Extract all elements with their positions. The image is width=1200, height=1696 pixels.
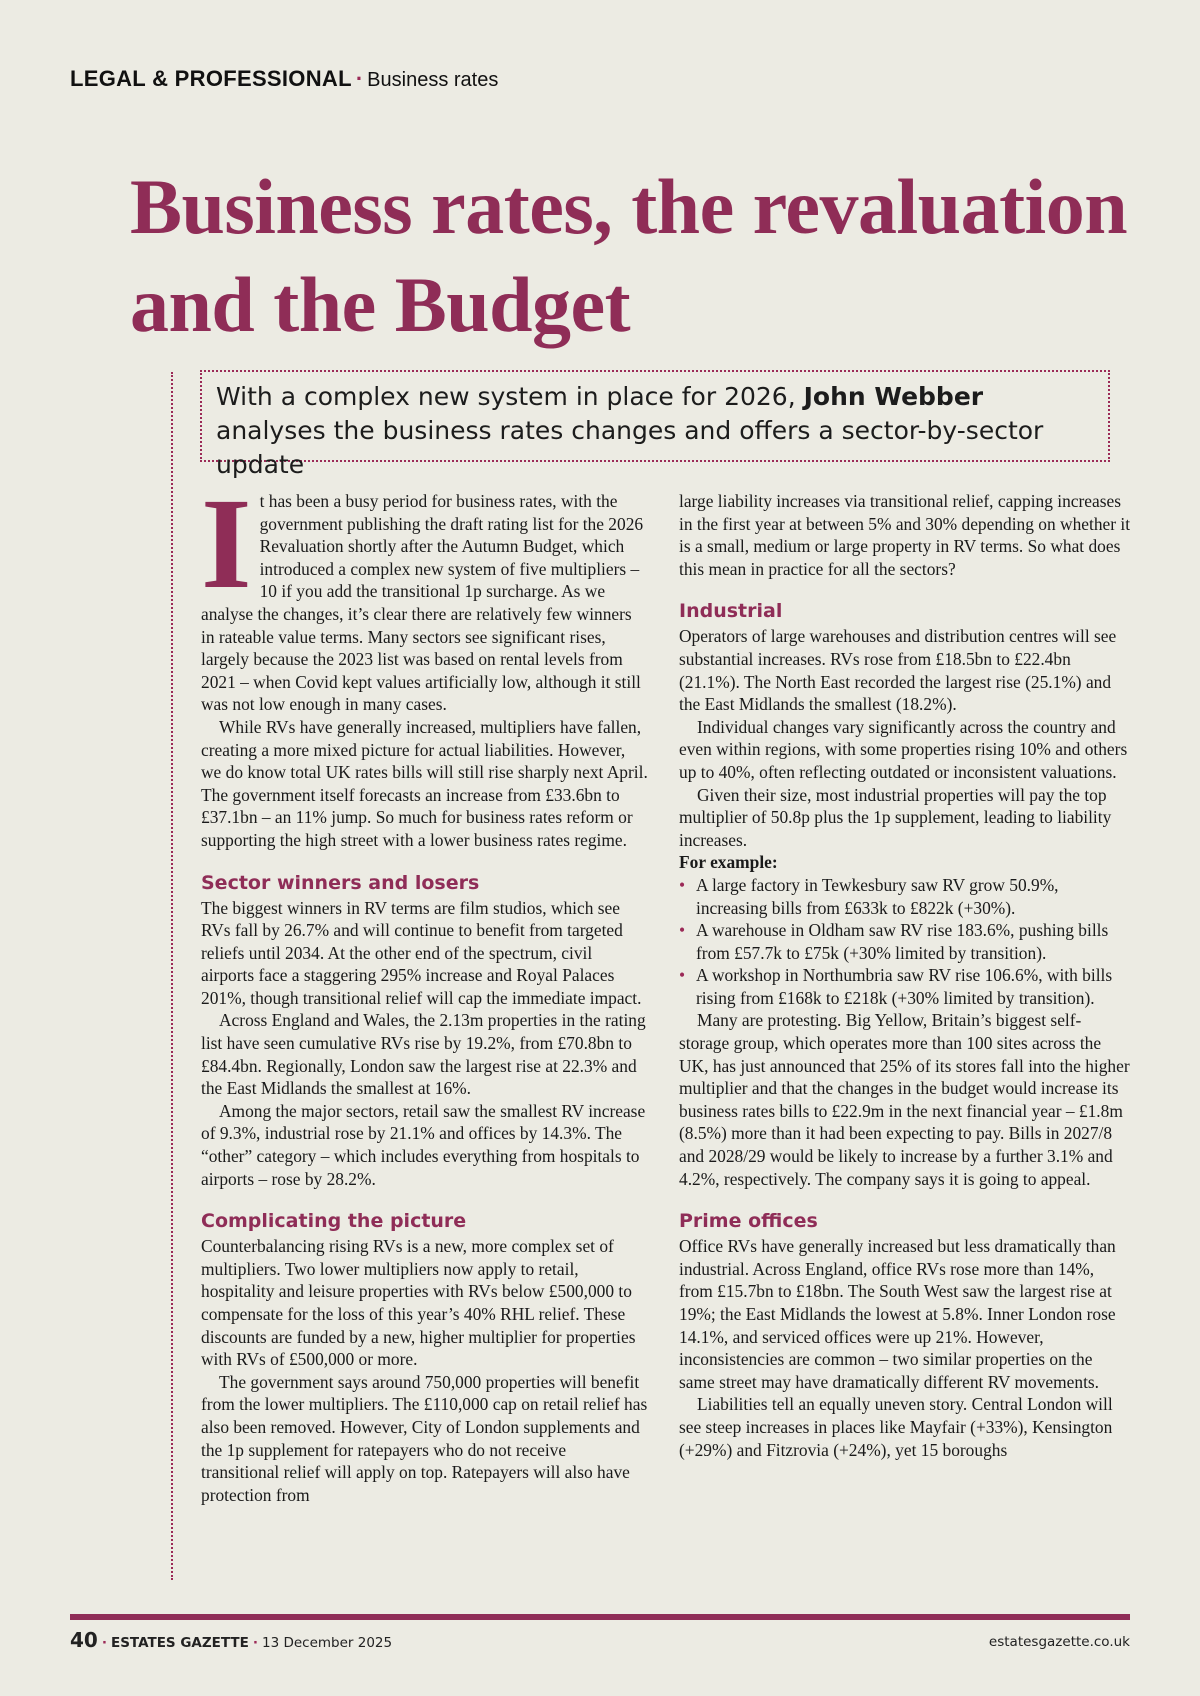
example-label: For example: — [679, 852, 778, 873]
list-item: • A workshop in Northumbria saw RV rise 106.6%, with bills rising from £168k to £218k (+30% limited by transition). — [679, 965, 1113, 1008]
paragraph: Office RVs have generally increased but less dramatically than industrial. Across England, office RVs rose more than 14%, from £15.7bn to £18bn. The South West saw the largest rise at 19%; the East Midlands the lowest at 5.8%. Inner London rose 14.1%, and serviced offices were up 21%. However, inconsistencies are common – two similar properties on the same street may have dramatically different RV movements. — [679, 1236, 1116, 1392]
paragraph: Many are protesting. Big Yellow, Britain’s biggest self-storage group, which operates more than 100 sites across the UK, has just announced that 25% of its stores fall into the higher multiplier and that the changes in the budget would increase its business rates bills to £22.9m in the next financial year – £1.8m (8.5%) more than it had been expecting to pay. Bills in 2027/8 and 2028/29 would be likely to increase by a further 3.1% and 4.2%, respectively. The company says it is going to appeal. — [679, 1010, 1130, 1189]
section-name: LEGAL & PROFESSIONAL — [70, 66, 352, 91]
section-header: LEGAL & PROFESSIONAL · Business rates — [70, 66, 499, 91]
footer-rule — [70, 1614, 1130, 1620]
list-item: • A large factory in Tewkesbury saw RV grow 50.9%, increasing bills from £633k to £822k (+30%). — [679, 874, 1059, 918]
paragraph: Liabilities tell an equally uneven story. Central London will see steep increases in places like Mayfair (+33%), Kensington (+29%) and Fitzrovia (+24%), yet 15 boroughs — [679, 1394, 1113, 1460]
article-column-left — [201, 472, 648, 1506]
publication-name: ESTATES GAZETTE — [110, 1635, 249, 1651]
paragraph-continued: large liability increases via transitional relief, capping increases in the first year at between 5% and 30% depending on whether it is a small, medium or large property in RV terms. So what does this mean in practice for all the sectors? — [679, 491, 1131, 579]
paragraph: Counterbalancing rising RVs is a new, more complex set of multipliers. Two lower multipliers now apply to retail, hospitality and leisure properties with RVs below £500,000 to compensate for the loss of this year’s 40% RHL relief. These discounts are funded by a new, higher multiplier for properties with RVs of £500,000 or more. — [201, 1236, 636, 1370]
author-name: John Webber — [803, 382, 984, 411]
paragraph: Given their size, most industrial properties will pay the top multiplier of 50.8p plus the 1p supplement, leading to liability increases. — [679, 784, 1112, 850]
subheading-industrial: Industrial — [679, 600, 783, 623]
paragraph: Operators of large warehouses and distribution centres will see substantial increases. RVs rose from £18.5bn to £22.4bn (21.1%). The North East recorded the largest rise (25.1%) and the East Midlands the smallest (18.2%). — [679, 626, 1117, 715]
subheading-complicating: Complicating the picture — [201, 1210, 467, 1233]
article-column-right — [679, 490, 1131, 1461]
page-number: 40 — [70, 1628, 98, 1652]
issue-date: 13 December 2025 — [261, 1635, 393, 1651]
headline: Business rates, the revaluation and the Budget — [130, 163, 1128, 348]
site-link[interactable]: estatesgazette.co.uk — [988, 1634, 1130, 1650]
paragraph: Among the major sectors, retail saw the smallest RV increase of 9.3%, industrial rose by 21.1% and offices by 14.3%. The “other” category – which includes everything from hospitals to airports – rose by 28.2%. — [201, 1100, 646, 1189]
column-rule — [171, 372, 173, 1580]
paragraph: Individual changes vary significantly across the country and even within regions, with some properties rising 10% and others up to 40%, often reflecting outdated or inconsistent valuations. — [679, 716, 1128, 782]
paragraph: The biggest winners in RV terms are film studios, which see RVs fall by 26.7% and will continue to benefit from targeted reliefs until 2034. At the other end of the spectrum, civil airports face a staggering 295% increase and Royal Palaces 201%, though transitional relief will cap the immediate impact. — [201, 897, 642, 1008]
subheading-winners: Sector winners and losers — [201, 871, 480, 894]
subheading-offices: Prime offices — [679, 1210, 818, 1233]
subsection-name: Business rates — [367, 69, 499, 91]
standfirst: With a complex new system in place for 2026, John Webber analyses the business rates changes and offers a sector-by-sector update — [200, 370, 1110, 462]
example-list — [679, 874, 1131, 1010]
paragraph: While RVs have generally increased, multipliers have fallen, creating a more mixed picture for actual liabilities. However, we do know total UK rates bills will still rise sharply next April. The government itself forecasts an increase from £33.6bn to £37.1bn – an 11% jump. So much for business rates reform or supporting the high street with a lower business rates regime. — [201, 716, 648, 850]
paragraph: Across England and Wales, the 2.13m properties in the rating list have seen cumulative RVs rise by 19.2%, from £70.8bn to £84.4bn. Regionally, London saw the largest rise at 22.3% and the East Midlands the smallest at 16%. — [201, 1010, 646, 1099]
drop-cap: I — [201, 472, 252, 616]
intro-paragraph: It has been a busy period for business rates, with the government publishing the draft rating list for the 2026 Revaluation shortly after the Autumn Budget, which introduced a complex new system of five multipliers – 10 if you add the transitional 1p surcharge. As we analyse the changes, it’s clear there are relatively few winners in rateable value terms. Many sectors see significant rises, largely because the 2023 list was based on rental levels from 2021 – when Covid kept values artificially low, although it still was not low enough in many cases. — [201, 472, 644, 715]
list-item: • A warehouse in Oldham saw RV rise 183.6%, pushing bills from £57.7k to £75k (+30% limited by transition). — [679, 920, 1109, 963]
page-footer: 40 · ESTATES GAZETTE · 13 December 2025 estatesgazette.co.uk — [70, 1628, 1130, 1652]
paragraph: The government says around 750,000 properties will benefit from the lower multipliers. The £110,000 cap on retail relief has also been removed. However, City of London supplements and the 1p supplement for ratepayers who do not receive transitional relief will apply on top. Ratepayers will also have protection from — [201, 1371, 648, 1505]
